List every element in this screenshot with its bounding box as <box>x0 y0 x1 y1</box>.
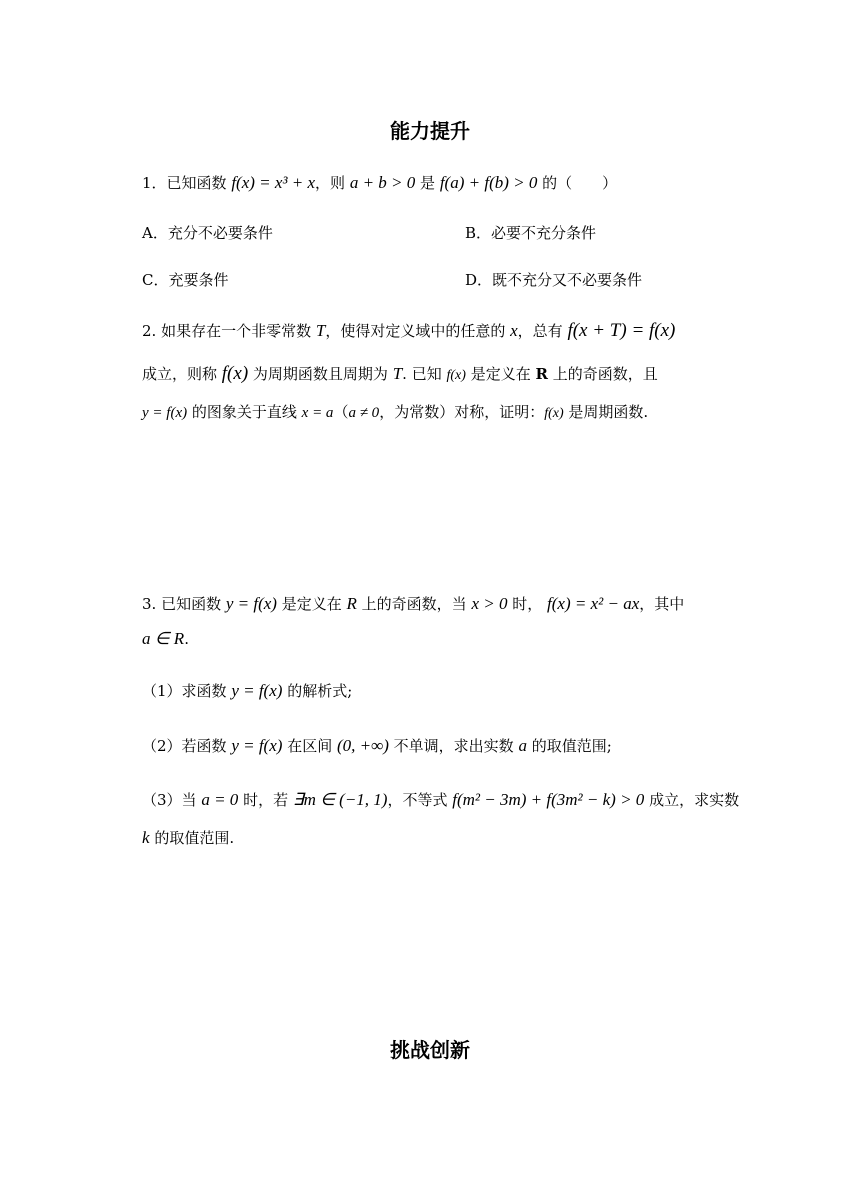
section-title-ability: 能力提升 <box>390 119 470 143</box>
q2-line-2: 成立，则称 f(x) 为周期函数且周期为 T. 已知 f(x) 是定义在 R 上的奇函数，且 <box>142 363 658 384</box>
section-title-challenge: 挑战创新 <box>390 1038 470 1062</box>
q3-line-1: 3. 已知函数 y = f(x) 是定义在 R 上的奇函数，当 x > 0 时， f(x) = x² − ax，其中 <box>142 594 685 613</box>
q3-part-3-cont: k 的取值范围. <box>142 828 235 847</box>
q1-condition-a: a + b > 0 <box>349 173 416 192</box>
q3-inequality: f(m² − 3m) + f(3m² − k) > 0 <box>452 790 645 809</box>
q1-option-c: C．充要条件 <box>142 271 229 289</box>
q1-condition-b: f(a) + f(b) > 0 <box>439 173 538 192</box>
q1-option-a: A．充分不必要条件 <box>142 224 273 242</box>
q1-function: f(x) = x³ + x <box>231 173 316 192</box>
q2-line-1: 2. 如果存在一个非零常数 T，使得对定义域中的任意的 x，总有 f(x + T) = f(x) <box>142 320 676 341</box>
q1-stem: 1．已知函数 f(x) = x³ + x，则 a + b > 0 是 f(a) + f(b) > 0 的（ ） <box>142 173 618 192</box>
q2-periodic-equation: f(x + T) = f(x) <box>567 320 676 341</box>
q3-part-1: （1）求函数 y = f(x) 的解析式; <box>142 681 353 700</box>
q3-line-2: a ∈ R. <box>142 629 189 648</box>
q1-option-d: D．既不充分又不必要条件 <box>465 271 643 289</box>
q3-part-2: （2）若函数 y = f(x) 在区间 (0, +∞) 不单调，求出实数 a 的取值范围; <box>142 736 612 755</box>
q2-line-3: y = f(x) 的图象关于直线 x = a（a ≠ 0，为常数）对称，证明：f(x) 是周期函数. <box>142 403 649 421</box>
q3-definition: f(x) = x² − ax <box>547 594 640 613</box>
q3-part-3: （3）当 a = 0 时，若 ∃m ∈ (−1, 1)，不等式 f(m² − 3m) + f(3m² − k) > 0 成立，求实数 <box>142 790 740 809</box>
q1-option-b: B．必要不充分条件 <box>465 224 597 242</box>
